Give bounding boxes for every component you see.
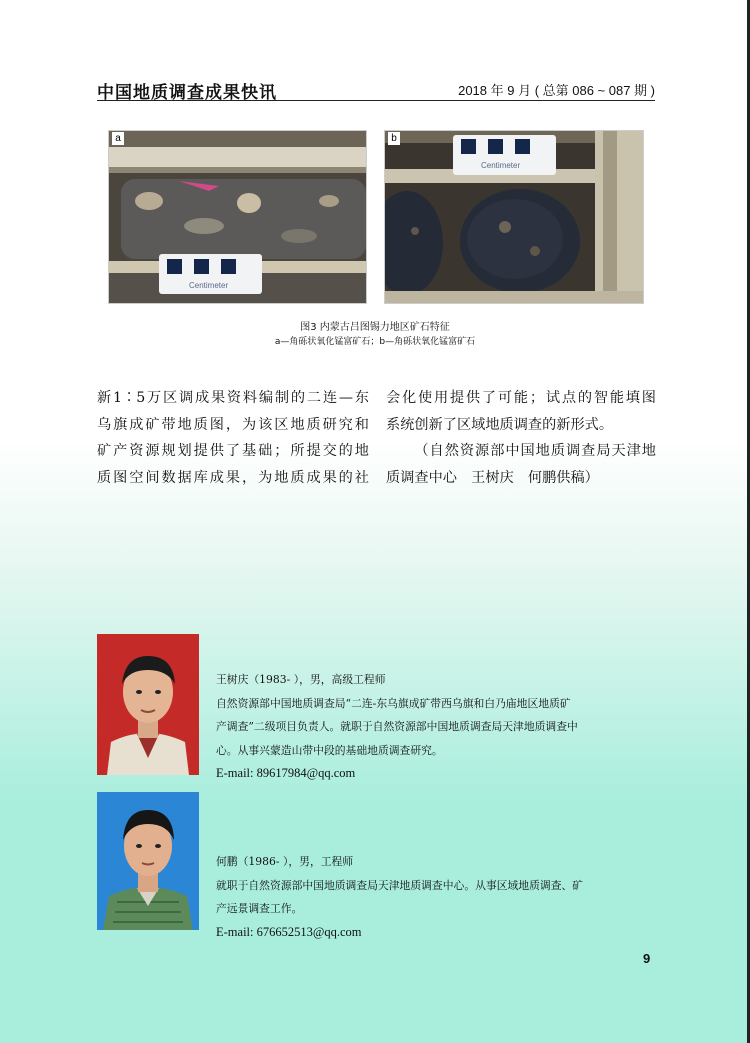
panel-label-a: a xyxy=(112,132,124,145)
drill-core-photo-a xyxy=(109,131,366,303)
author-photo-he xyxy=(97,792,199,930)
author-email: E-mail: 676652513@qq.com xyxy=(216,924,362,939)
author-bio-he xyxy=(216,850,661,944)
body-line: 系统创新了区域地质调查的新形式。 xyxy=(386,416,614,433)
figure-photo-a xyxy=(108,130,367,304)
author-bio-line: 自然资源部中国地质调查局“二连-东乌旗成矿带西乌旗和白乃庙地区地质矿 xyxy=(216,696,571,710)
body-right-column xyxy=(386,385,656,491)
body-line: 乌旗成矿带地质图，为该区地质研究和 xyxy=(97,416,369,433)
author-bio-line: 产调查”二级项目负责人。就职于自然资源部中国地质调查局天津地质调查中 xyxy=(216,720,578,733)
panel-label-b: b xyxy=(388,132,400,145)
author-name-line: 何鹏（1986- ），男，工程师 xyxy=(216,855,354,868)
author-bio-line: 产远景调查工作。 xyxy=(216,902,303,915)
ruler-label-b: Centimeter xyxy=(481,161,521,170)
page-number: 9 xyxy=(643,951,651,966)
journal-title: 中国地质调查成果快讯 xyxy=(97,83,277,103)
author-name-line: 王树庆（1983- ），男，高级工程师 xyxy=(216,673,386,686)
portrait-illustration-2 xyxy=(97,792,199,930)
credit-line: （自然资源部中国地质调查局天津地 xyxy=(414,443,656,459)
ruler-label-a: Centimeter xyxy=(189,281,229,290)
drill-core-photo-b xyxy=(385,131,643,303)
credit-line: 质调查中心 王树庆 何鹏供稿） xyxy=(386,469,599,486)
body-line: 新1∶5万区调成果资料编制的二连—东 xyxy=(97,390,369,406)
body-line: 会化使用提供了可能；试点的智能填图 xyxy=(386,390,656,406)
figure-photo-b xyxy=(384,130,644,304)
author-bio-line: 心。从事兴蒙造山带中段的基础地质调查研究。 xyxy=(216,743,443,757)
body-line: 质图空间数据库成果，为地质成果的社 xyxy=(97,469,369,486)
author-bio-line: 就职于自然资源部中国地质调查局天津地质调查中心。从事区域地质调查、矿 xyxy=(216,878,584,892)
body-left-column xyxy=(97,385,369,491)
body-line: 矿产资源规划提供了基础；所提交的地 xyxy=(97,443,369,459)
figure-caption-title: 图3 内蒙古吕图锡力地区矿石特征 xyxy=(300,322,450,333)
author-email: E-mail: 89617984@qq.com xyxy=(216,766,356,780)
author-photo-wang xyxy=(97,634,199,775)
portrait-illustration-1 xyxy=(97,634,199,775)
author-bio-wang xyxy=(216,668,661,786)
issue-info: 2018 年 9 月 ( 总第 086 ~ 087 期 ) xyxy=(458,83,655,98)
figure-caption-subtitle: a—角砾状氧化锰富矿石；b—角砾状氧化锰富矿石 xyxy=(274,337,476,347)
running-header xyxy=(97,78,655,101)
